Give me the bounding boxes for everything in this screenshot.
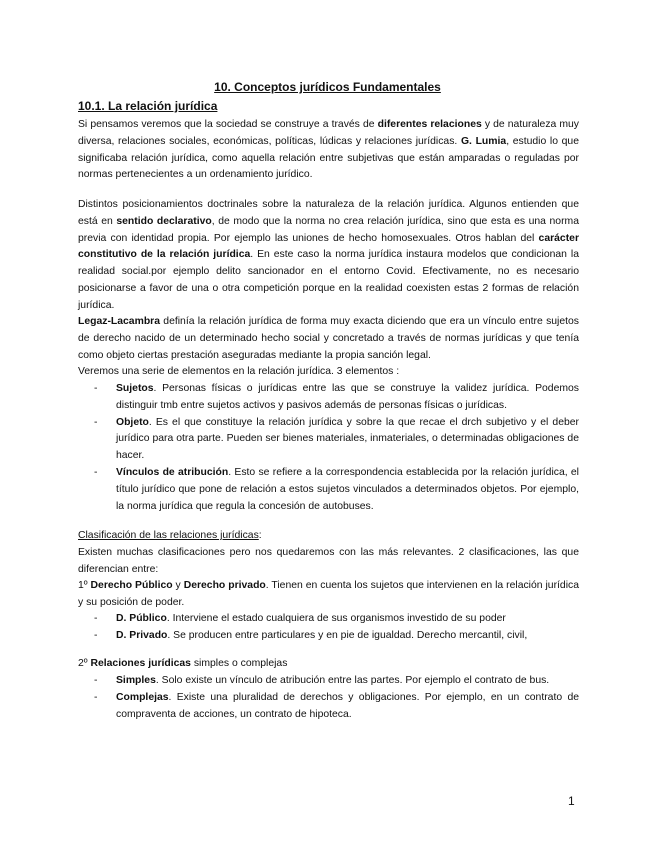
bold-term: diferentes relaciones	[377, 119, 482, 130]
list-item	[94, 673, 579, 690]
bold-term: Objeto	[116, 416, 149, 428]
classification-heading	[78, 528, 579, 545]
bold-term: Derecho Público	[90, 580, 173, 591]
text: :	[258, 530, 262, 541]
text: 1º	[78, 580, 91, 591]
bold-term: Simples	[116, 675, 156, 686]
list-item	[94, 381, 579, 415]
text: . Tienen en cuenta los sujetos que intervienen en la relación jurídica y su posición de poder.	[78, 580, 579, 608]
bold-term: Complejas	[116, 691, 169, 703]
text: Si pensamos veremos que la sociedad se construye a través de	[78, 119, 378, 130]
text: 2º	[78, 658, 91, 669]
text: definía la relación jurídica de forma muy exacta diciendo que era un vínculo entre sujetos de derecho nacido de un determinado hecho social y concretado a través de normas jurídicas y que tenía como objeto ciertas prestación aseguradas mediante la propia sanción legal.	[78, 316, 579, 361]
text: , de modo que la norma no crea relación jurídica, sino que esta es una norma previa con identidad propia. Por ejemplo las uniones de hecho homosexuales. Otros hablan del	[78, 215, 579, 244]
underlined-heading: Clasificación de las relaciones jurídicas	[78, 530, 259, 541]
paragraph-intro	[78, 117, 579, 184]
list-item	[94, 628, 579, 645]
elements-list	[94, 381, 579, 515]
text: . Se producen entre particulares y en pie de igualdad. Derecho mercantil, civil,	[167, 629, 528, 641]
section-heading: 10.1. La relación jurídica	[78, 99, 218, 113]
paragraph-classification-intro: Existen muchas clasificaciones pero nos quedaremos con las más relevantes. 2 clasificaciones, las que diferencian entre:	[78, 547, 579, 575]
bold-term: G. Lumia	[460, 135, 507, 147]
classification-1-list	[94, 611, 579, 645]
text: . En este caso la norma jurídica instaura modelos que condicionan la realidad social.por ejemplo delito sancionador en el entorno Covid. Efectivamente, no es necesario posicionarse a favor de una o otra competición porque en la realidad coexisten estas 2 formas de relación jurídica.	[78, 249, 579, 311]
list-item	[94, 415, 579, 465]
bold-term: D. Privado	[116, 629, 168, 641]
text: Distintos posicionamientos doctrinales sobre la naturaleza de la relación jurídica. Algunos entienden que está en	[78, 199, 579, 227]
document-title: 10. Conceptos jurídicos Fundamentales	[214, 80, 441, 94]
bold-term: Vínculos de atribución	[116, 466, 229, 478]
paragraph-classification-1	[78, 578, 579, 612]
list-item	[94, 465, 579, 515]
bold-term: sentido declarativo	[116, 215, 212, 227]
text: y	[172, 580, 184, 591]
text: . Es el que constituye la relación jurídica y sobre la que recae el drch subjetivo y el deber jurídico para otra parte. Pueden ser bienes materiales, inmateriales, o determinadas obligaciones de hacer.	[116, 416, 579, 462]
page-number: 1	[568, 794, 575, 808]
paragraph-legaz	[78, 314, 579, 364]
text: simples o complejas	[190, 658, 288, 669]
text: , estudio lo que significaba relación jurídica, como aquella relación entre subjetivas que están amparadas o reguladas por normas pertenecientes a un ordenamiento jurídico.	[78, 135, 579, 181]
bold-term: Relaciones jurídicas	[90, 658, 191, 669]
list-item	[94, 611, 579, 628]
text: y de naturaleza muy diversa, relaciones sociales, económicas, políticas, lúdicas y relaciones jurídicas.	[78, 119, 580, 147]
classification-2-list	[94, 673, 579, 723]
text: . Existe una pluralidad de derechos y obligaciones. Por ejemplo, en un contrato de compraventa de acciones, un contrato de hipoteca.	[116, 691, 579, 720]
bold-term: Legaz-Lacambra	[78, 316, 160, 327]
text: . Esto se refiere a la correspondencia establecida por la relación jurídica, el título jurídico que pone de relación a estos sujetos vinculados a determinados objetos. Por ejemplo, la norma jurídica que regula la concesión de autobuses.	[116, 466, 579, 512]
text: . Interviene el estado cualquiera de sus organismos investido de su poder	[166, 613, 506, 624]
text: . Personas físicas o jurídicas entre las que se construye la validez jurídica. Podemos distinguir tmb entre sujetos activos y pasivos además de personas físicas o jurídicas.	[116, 383, 579, 411]
list-item	[94, 690, 579, 724]
bold-term: carácter constitutivo de la relación jurídica	[78, 232, 579, 261]
paragraph-positions	[78, 197, 579, 315]
paragraph-elements-intro: Veremos una serie de elementos en la relación jurídica. 3 elementos :	[78, 366, 400, 377]
text: . Solo existe un vínculo de atribución entre las partes. Por ejemplo el contrato de bus.	[155, 675, 550, 686]
bold-term: Derecho privado	[183, 580, 266, 591]
paragraph-classification-2	[78, 656, 579, 673]
bold-term: D. Público	[116, 613, 167, 624]
bold-term: Sujetos	[116, 383, 154, 394]
